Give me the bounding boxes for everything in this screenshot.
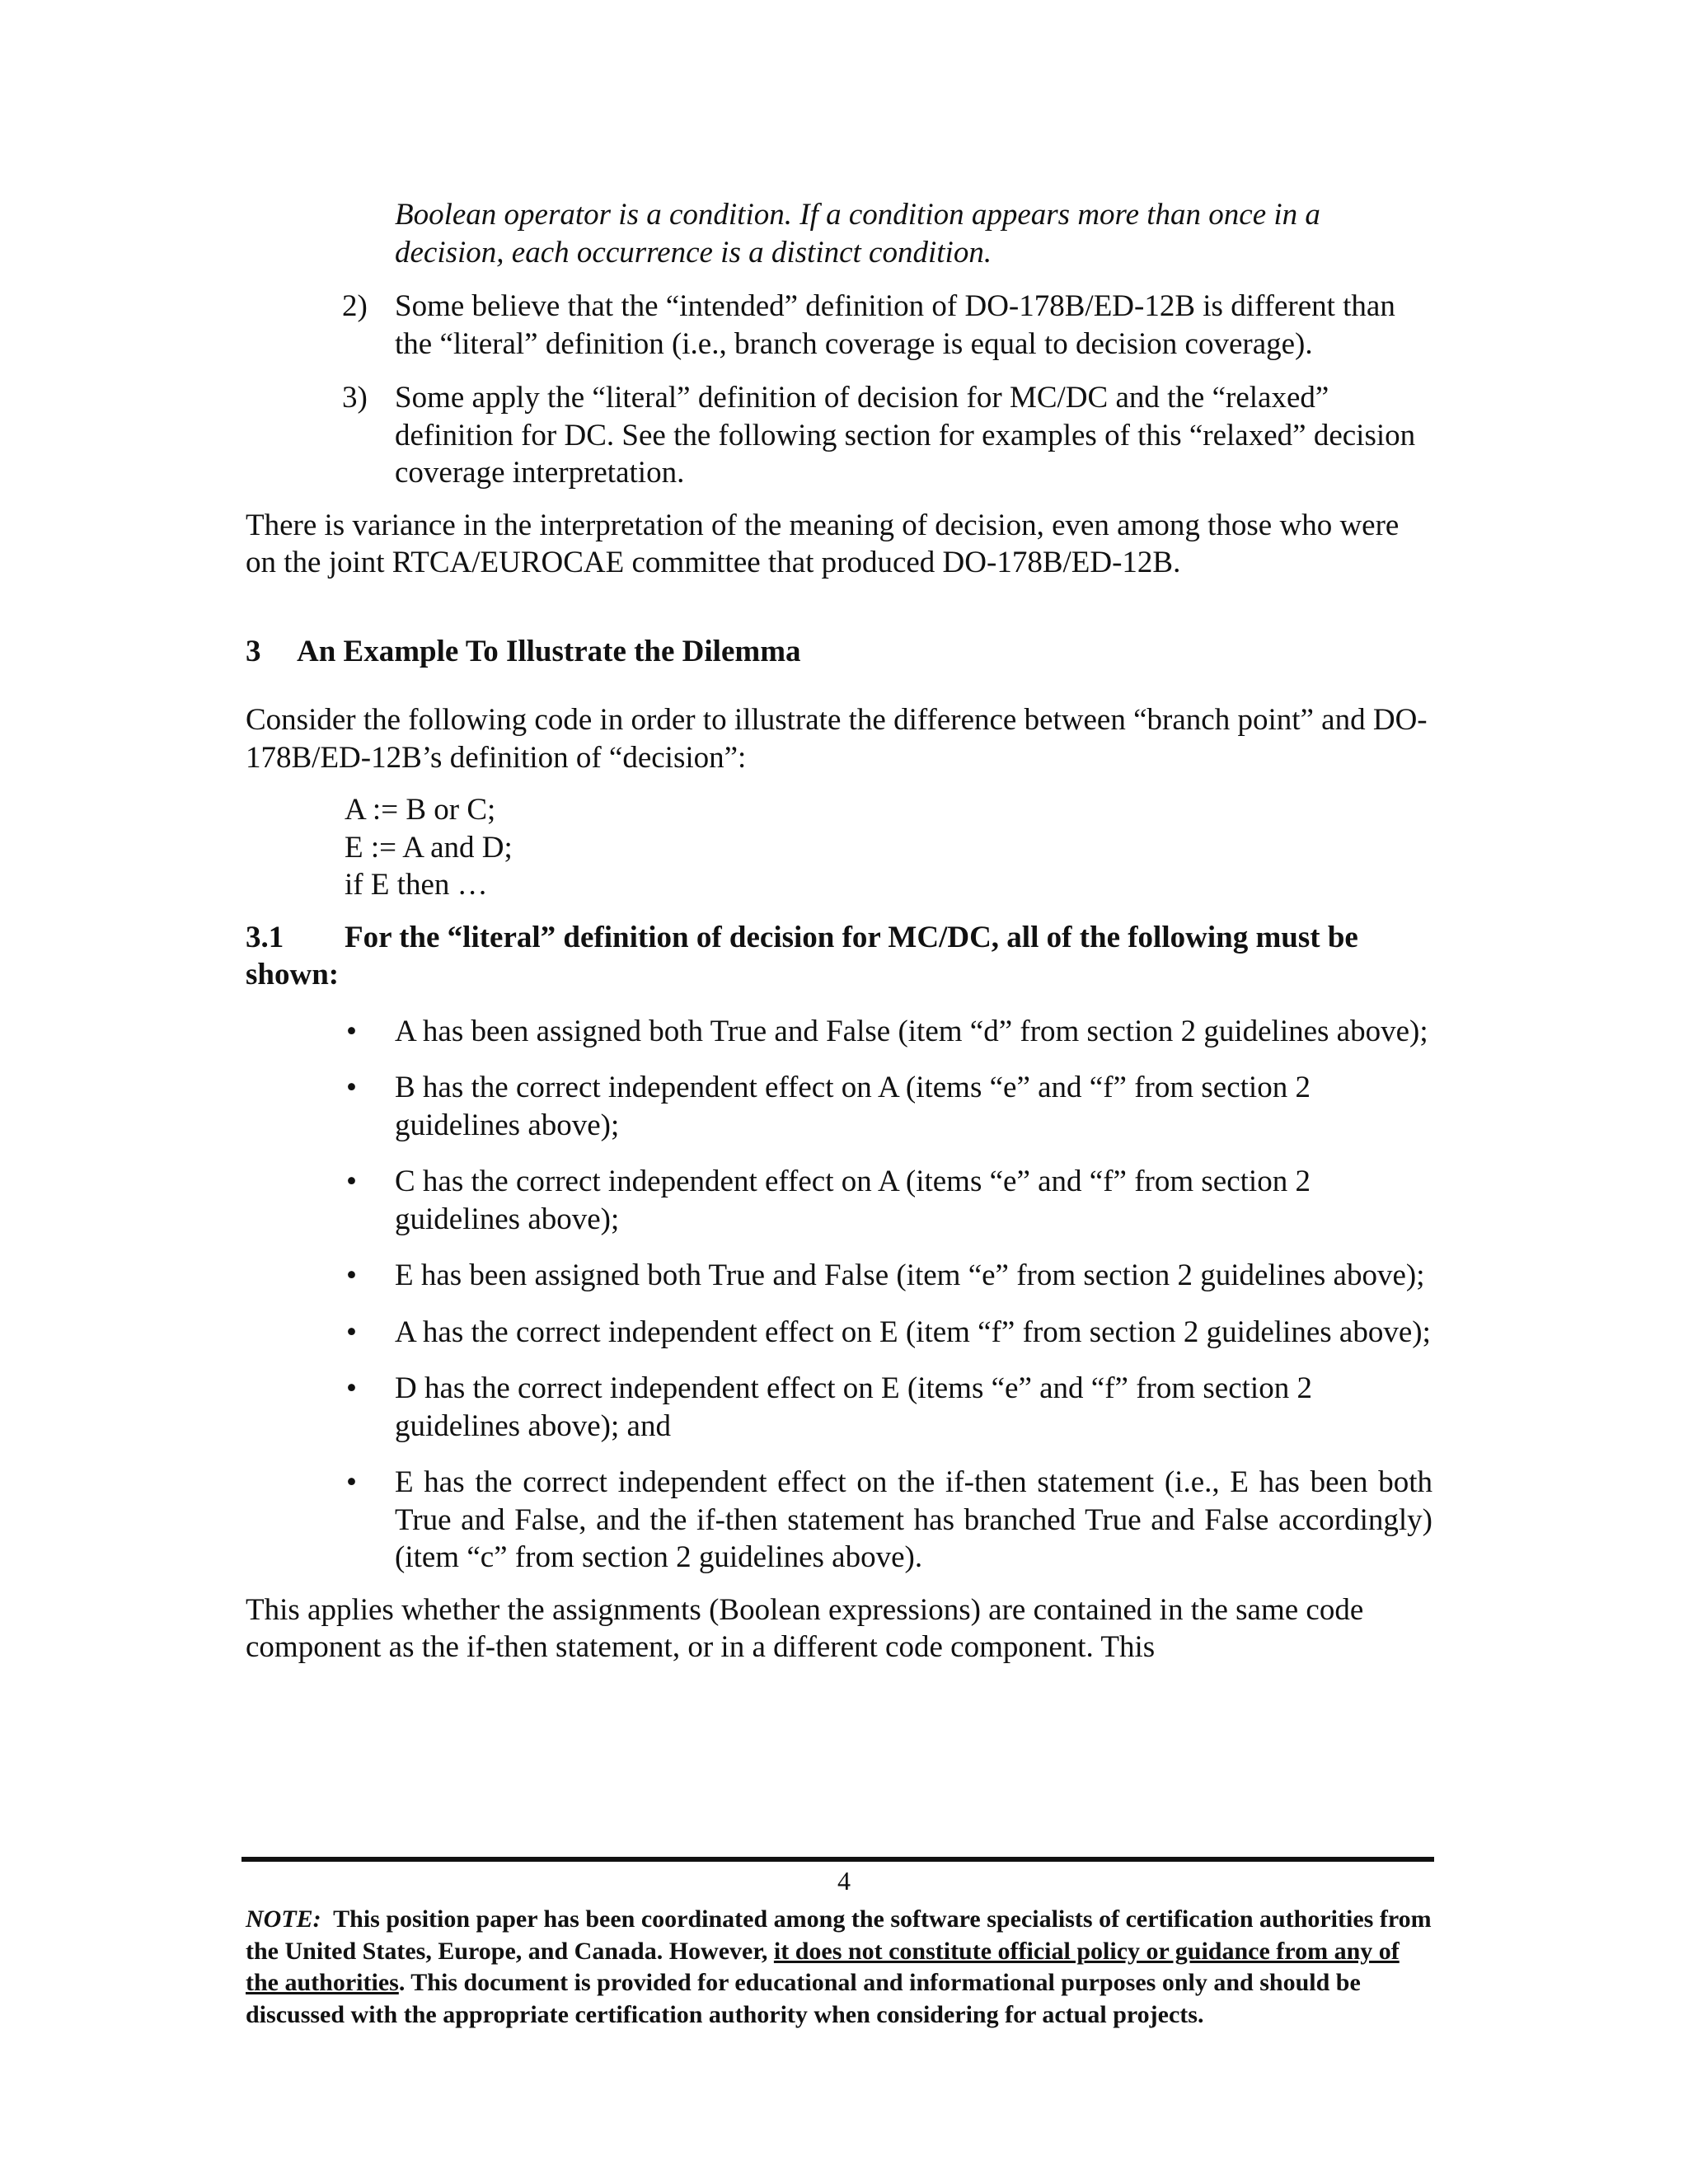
- list-item: [246, 1464, 1432, 1577]
- list-item: [246, 1013, 1432, 1051]
- item-text: Some apply the “literal” definition of decision for MC/DC and the “relaxed” definition for DC. See the following section for examples of this “relaxed” decision coverage interpretation.: [395, 381, 1416, 490]
- list-item: [246, 1257, 1432, 1295]
- closing-paragraph: This applies whether the assignments (Boolean expressions) are contained in the same code component as the if-then statement, or in a different code component. This: [246, 1592, 1364, 1664]
- bullet-icon: •: [346, 1165, 357, 1198]
- item-number: 2): [342, 289, 368, 323]
- subsection-title: For the “literal” definition of decision for MC/DC, all of the following must be shown:: [246, 920, 1358, 991]
- section-number: 3: [246, 634, 261, 668]
- bullet-icon: •: [346, 1071, 357, 1104]
- note-label: NOTE:: [246, 1905, 321, 1933]
- note-text-2: . This document is provided for educational and informational purposes only and should be discussed with the appropriate certification authority when considering for actual projects.: [246, 1969, 1361, 2028]
- subsection-number: 3.1: [246, 920, 284, 954]
- list-item-text: D has the correct independent effect on E (items “e” and “f” from section 2 guidelines above); and: [395, 1371, 1312, 1443]
- requirements-list: [246, 1013, 1432, 1577]
- bullet-icon: •: [346, 1258, 357, 1292]
- code-line: A := B or C;: [345, 793, 496, 827]
- bullet-icon: •: [346, 1014, 357, 1048]
- list-item-text: E has the correct independent effect on the if-then statement (i.e., E has been both True and False, and the if-then statement has branched True and False accordingly) (item “c” from section 2 guidelines above).: [395, 1465, 1432, 1574]
- note-underlined-text: it does not constitute official policy or guidance from any of the authorities: [246, 1937, 1400, 1996]
- list-item: [246, 1370, 1432, 1445]
- numbered-item-2: [246, 288, 1432, 363]
- section-3-intro: Consider the following code in order to illustrate the difference between “branch point” and DO-178B/ED-12B’s definition of “decision”:: [246, 703, 1428, 775]
- bullet-icon: •: [346, 1465, 357, 1499]
- item-number: 3): [342, 381, 368, 415]
- list-item: [246, 1163, 1432, 1238]
- section-title: An Example To Illustrate the Dilemma: [297, 634, 801, 668]
- list-item-text: E has been assigned both True and False (item “e” from section 2 guidelines above);: [395, 1258, 1425, 1292]
- note-text-1: This position paper has been coordinated among the software specialists of certification authorities from the United States, Europe, and Canada. However,: [246, 1905, 1432, 1965]
- code-line: if E then …: [345, 868, 488, 902]
- page-number: 4: [837, 1866, 851, 1896]
- variance-paragraph: There is variance in the interpretation of the meaning of decision, even among those who were on the joint RTCA/EUROCAE committee that produced DO-178B/ED-12B.: [246, 508, 1400, 579]
- list-item-text: A has been assigned both True and False (item “d” from section 2 guidelines above);: [395, 1014, 1428, 1048]
- bullet-icon: •: [346, 1315, 357, 1349]
- list-item: [246, 1314, 1432, 1352]
- list-item: [246, 1069, 1432, 1144]
- section-3-1-heading: [246, 919, 1432, 994]
- code-line: E := A and D;: [345, 830, 513, 865]
- list-item-text: B has the correct independent effect on A (items “e” and “f” from section 2 guidelines above);: [395, 1071, 1311, 1142]
- code-example: [345, 791, 1432, 904]
- continued-definition-text: Boolean operator is a condition. If a condition appears more than once in a decision, each occurrence is a distinct condition.: [395, 198, 1320, 269]
- bullet-icon: •: [346, 1371, 357, 1405]
- disclaimer-note: [246, 1904, 1432, 2031]
- section-3-heading: [246, 633, 1432, 671]
- numbered-item-3: [246, 379, 1432, 492]
- list-item-text: C has the correct independent effect on A (items “e” and “f” from section 2 guidelines above);: [395, 1165, 1311, 1236]
- main-text-block: [246, 196, 1432, 1666]
- item-text: Some believe that the “intended” definition of DO-178B/ED-12B is different than the “literal” definition (i.e., branch coverage is equal to decision coverage).: [395, 289, 1395, 361]
- list-item-text: A has the correct independent effect on E (item “f” from section 2 guidelines above);: [395, 1315, 1431, 1349]
- footer-divider: [241, 1857, 1434, 1862]
